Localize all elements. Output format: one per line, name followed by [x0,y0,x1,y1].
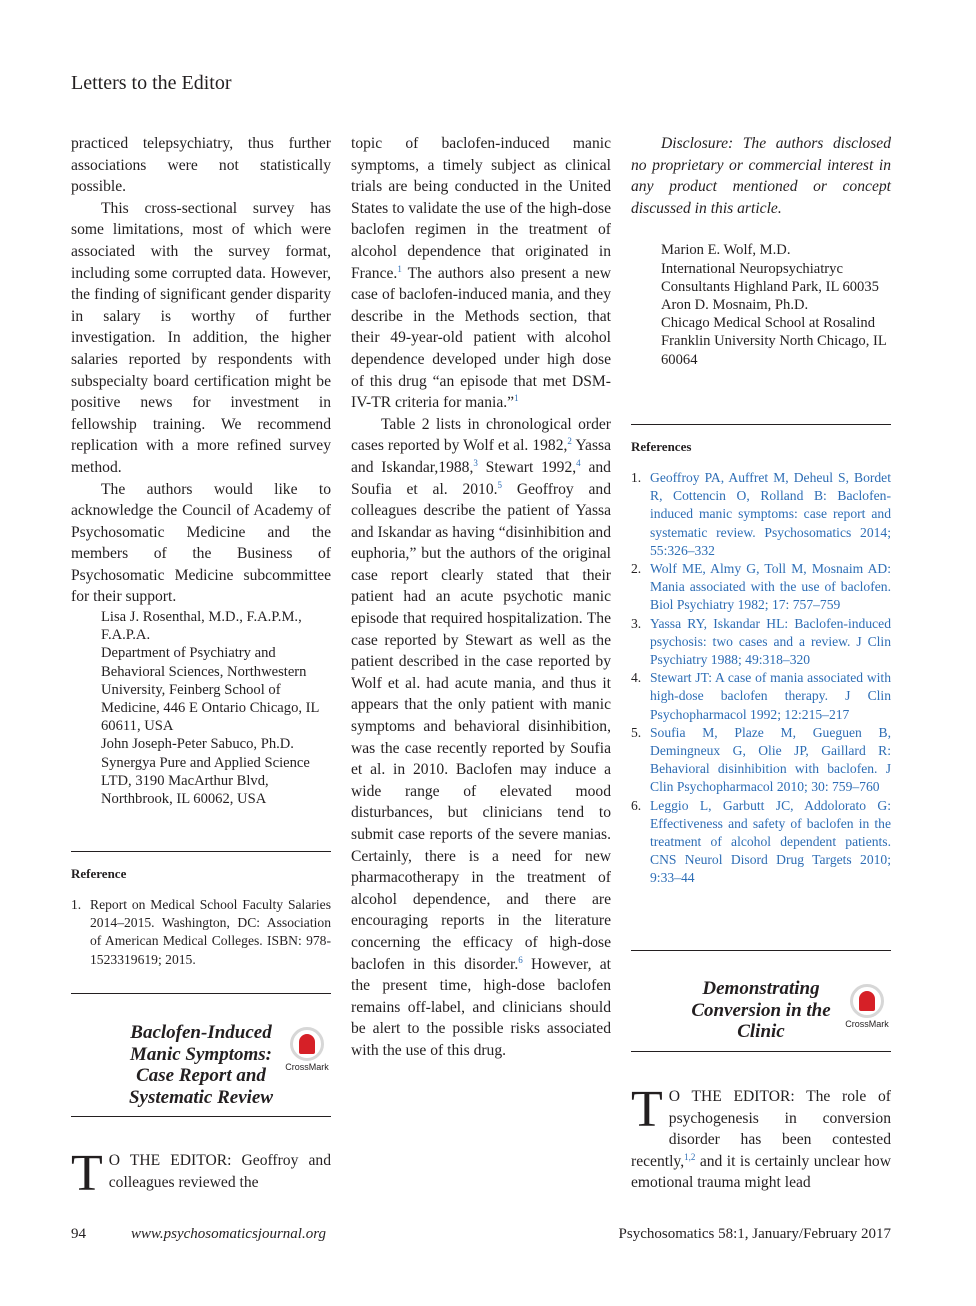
reference-item[interactable]: 5. Soufia M, Plaze M, Gueguen B, Demingneux G, Olie JP, Gaillard R: Behavioral disinhibition with baclofen. J Clin Psychopharmacol 2010; 30: 759–760 [631,724,891,795]
reference-item[interactable]: 4. Stewart JT: A case of mania associated with high-dose baclofen therapy. J Clin Psychopharmacol 1992; 12:215–217 [631,670,891,722]
author-name: Aron D. Mosnaim, Ph.D. [661,296,809,313]
article-heading-conversion [631,950,891,1052]
reference-item[interactable]: 6. Leggio L, Garbutt JC, Addolorato G: Effectiveness and safety of baclofen in the treatment of alcohol dependent patients. CNS Neurol Disord Drug Targets 2010; 9:33–44 [631,797,891,886]
lead-caps: O THE EDITOR: [668,1088,795,1105]
lead-text: Geoffroy and colleagues reviewed the [108,1152,332,1191]
article-title: Demonstrating Conversion in the Clinic [691,978,831,1043]
references-section [631,424,891,888]
column-2 [351,133,611,1062]
author-affiliation: Synergya Pure and Applied Science LTD, 3190 MacArthur Blvd, Northbrook, IL 60062, USA [101,754,310,808]
author-affiliation: International Neuropsychiatryc Consultants Highland Park, IL 60035 [661,260,879,295]
journal-citation: Psychosomatics 58:1, January/February 2017 [618,1226,891,1242]
disclosure: Disclosure: The authors disclosed no proprietary or commercial interest in any product mentioned or concept discussed in this article. [631,135,891,217]
author-name: Marion E. Wolf, M.D. [661,242,791,259]
paragraph: topic of baclofen-induced manic symptoms, a timely subject as clinical trials are being conducted in the United States to validate the use of the high-dose baclofen regimen in the treatment of alcohol dependence that originated in France.$^1$ The authors also present a new case of baclofen-induced mania, and they describe in the Methods section, that their 49-year-old patient with alcohol dependence developed under high dose of this drug “an episode that met DSM-IV-TR criteria for mania.”$^1$ [351,135,611,412]
citation-link[interactable]: 1 [397,263,402,274]
article-lead-conversion [631,1081,891,1194]
references-heading: References [631,439,692,454]
paragraph: This cross-sectional survey has some limitations, most of which were associated with the survey format, including some corrupted data. However, the finding of significant gender disparity in salary is worthy of further investigation. In addition, the higher salaries reported by respondents with subspecialty board certification might be positive news for investment in fellowship training. We recommend replication with a more refined survey method. [71,199,331,476]
article-title: Baclofen-Induced Manic Symptoms: Case Report and Systematic Review [128,1022,274,1108]
column-1 [71,133,331,808]
citation-link[interactable]: 3 [473,457,478,468]
reference-item[interactable]: 3. Yassa RY, Iskandar HL: Baclofen-induced psychosis: two cases and a review. J Clin Psychiatry 1988; 49:318–320 [631,615,891,668]
citation-link[interactable]: 5 [497,479,503,490]
reference-list [71,896,331,969]
citation-link[interactable]: 1 [514,392,519,403]
citation-link[interactable]: 6 [518,954,523,965]
page-number: 94 [71,1226,86,1242]
crossmark-icon[interactable]: CrossMark [843,984,891,1029]
author-affiliation: Department of Psychiatry and Behavioral Sciences, Northwestern University, Feinberg School of Medicine, 446 E Ontario Chicago, IL 60611, USA [101,645,319,735]
drop-cap: T [71,1145,103,1202]
author-affiliation: Chicago Medical School at Rosalind Franklin University North Chicago, IL 60064 [661,315,887,368]
column-3 [631,133,891,369]
lead-caps: O THE EDITOR: [108,1152,232,1169]
author-name: Lisa J. Rosenthal, M.D., F.A.P.M., F.A.P.A. [101,609,302,644]
citation-link[interactable]: 2 [567,436,572,447]
journal-url[interactable]: www.psychosomaticsjournal.org [131,1226,327,1242]
author-name: John Joseph-Peter Sabuco, Ph.D. [101,736,294,753]
reference-heading: Reference [71,866,127,881]
article-lead-baclofen [71,1145,332,1202]
crossmark-icon[interactable]: CrossMark [283,1027,331,1072]
paragraph: practiced telepsychiatry, thus further associations were not statistically possible. [71,135,331,196]
running-head: Letters to the Editor [71,72,232,94]
paragraph: The authors would like to acknowledge the Council of Academy of Psychosomatic Medicine and the members of the Business of Psychosomatic Medicine subcommittee for their support. [71,480,331,606]
reference-item[interactable]: 1. Geoffroy PA, Auffret M, Deheul S, Bordet R, Cottencin O, Rolland B: Baclofen-induced manic symptoms: case report and systematic review. Psychosomatics 2014; 55:326–332 [631,470,891,558]
reference-item[interactable]: 2. Wolf ME, Almy G, Toll M, Mosnaim AD: Mania associated with the use of baclofen. Biol Psychiatry 1982; 17: 757–759 [631,561,891,613]
drop-cap: T [631,1081,663,1138]
reference-section [71,851,331,969]
references-list [631,469,891,888]
lead-text: and it is certainly unclear how emotional trauma might lead [631,1152,891,1192]
citation-link[interactable]: 4 [576,457,581,468]
author-signature [101,608,331,808]
citation-link[interactable]: 1,2 [684,1151,696,1162]
author-signature [661,241,891,368]
reference-item: 1. Report on Medical School Faculty Salaries 2014–2015. Washington, DC: Association of American Medical Colleges. ISBN: 978-1523319619; 2015. [71,897,331,967]
lead-text: The role of psychogenesis in conversion disorder has been contested recently, [631,1088,891,1170]
paragraph: Table 2 lists in chronological order cases reported by Wolf et al. 1982,$^2$ Yassa and Iskandar,1988,$^3$ Stewart 1992,$^4$ and Soufia et al. 2010.$^5$ Geoffroy and colleagues describe the patient of Yassa and Iskandar as having “disinhibition and euphoria,” but the authors of the original case report clearly stated that their patient had an acute psychotic manic episode that required hospitalization. The case reported by Stewart as well as the patient described in the case reported by Wolf et al. had acute mania, and thus it appears that the only patient with manic symptoms and behavioral disinhibition, was the case recently reported by Soufia et al. in 2010. Baclofen may induce a wide range of elevated mood disturbances, but clinicians tend to submit case reports of the severe manias. Certainly, there is a need for new pharmacotherapy in the treatment of alcohol dependence, and there are encouraging reports in the literature concerning the efficacy of high-dose baclofen in this disorder.$^6$ However, at the present time, high-dose baclofen remains off-label, and clinicians should be alert to the possible risks associated with the use of this drug. [351,415,611,1059]
article-heading-baclofen [71,993,331,1117]
